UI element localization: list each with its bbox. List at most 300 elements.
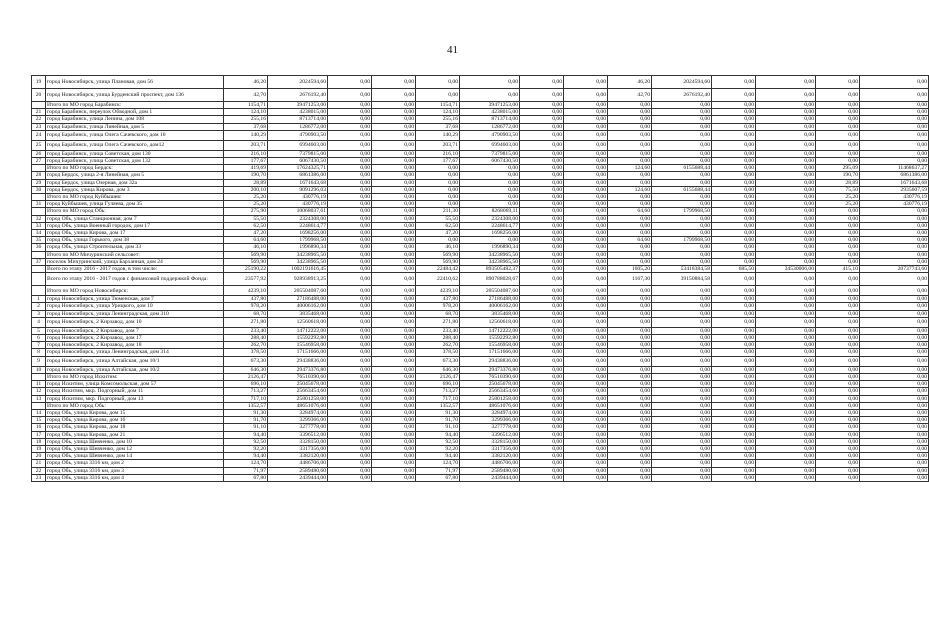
value-cell: 0,00: [328, 409, 372, 416]
value-cell: 0,00: [712, 230, 756, 237]
address-cell: город Барабинск, улица Советская, дом 132: [46, 158, 224, 165]
value-cell: 4238015,00: [268, 109, 328, 116]
value-cell: 0,00: [860, 373, 929, 380]
value-cell: 3317356,00: [460, 445, 520, 452]
table-row: [32, 273, 929, 286]
value-cell: 0,00: [712, 431, 756, 438]
value-cell: 0,00: [608, 172, 652, 179]
table-row: [32, 237, 929, 244]
value-cell: 0,00: [328, 356, 372, 366]
value-cell: 8268069,11: [460, 208, 520, 215]
value-cell: 91,30: [224, 409, 268, 416]
address-cell: город Искитим, улица Комсомольская, дом 57: [46, 381, 224, 388]
value-cell: 0,00: [520, 431, 564, 438]
table-row: [32, 251, 929, 258]
value-cell: 0,00: [816, 251, 860, 258]
value-cell: 0,00: [816, 230, 860, 237]
row-number-cell: 27: [32, 158, 46, 165]
address-cell: Итого по МО Мичуринский сельсовет:: [46, 251, 224, 258]
value-cell: 0,00: [416, 179, 460, 186]
value-cell: 124,10: [416, 109, 460, 116]
value-cell: 0,00: [712, 222, 756, 229]
value-cell: 673,30: [224, 356, 268, 366]
value-cell: 0,00: [520, 373, 564, 380]
value-cell: 0,00: [564, 296, 608, 303]
value-cell: 28,89: [224, 179, 268, 186]
value-cell: 646,30: [224, 366, 268, 373]
value-cell: 0,00: [460, 179, 520, 186]
address-cell: город Новосибирск, улица Бурденский проспект, дом 136: [46, 89, 224, 102]
value-cell: 0,00: [756, 251, 816, 258]
value-cell: 0,00: [712, 349, 756, 356]
value-cell: 12560618,00: [268, 317, 328, 327]
value-cell: 0,00: [860, 460, 929, 467]
value-cell: 0,00: [520, 165, 564, 172]
value-cell: 0,00: [520, 303, 564, 310]
value-cell: 4239,10: [224, 286, 268, 296]
value-cell: 0,00: [712, 474, 756, 481]
value-cell: 0,00: [816, 310, 860, 317]
value-cell: 0,00: [652, 179, 712, 186]
value-cell: 0,00: [564, 395, 608, 402]
value-cell: 8713714,00: [268, 116, 328, 123]
value-cell: 92,20: [416, 445, 460, 452]
value-cell: 0,00: [860, 130, 929, 140]
value-cell: 0,00: [372, 388, 416, 395]
table-row: [32, 109, 929, 116]
value-cell: 91,30: [416, 409, 460, 416]
value-cell: 3835468,00: [460, 310, 520, 317]
value-cell: 0,00: [756, 150, 816, 157]
value-cell: 25,20: [224, 201, 268, 208]
value-cell: 0,00: [860, 438, 929, 445]
value-cell: 255,16: [416, 116, 460, 123]
value-cell: 0,00: [564, 467, 608, 474]
address-cell: город Куйбышев, улица Гуляева, дом 35: [46, 201, 224, 208]
value-cell: 0,00: [756, 258, 816, 265]
value-cell: 0,00: [328, 273, 372, 286]
value-cell: 0,00: [652, 244, 712, 251]
value-cell: 34530006,00: [756, 266, 816, 273]
value-cell: 0,00: [712, 417, 756, 424]
value-cell: 3396512,00: [268, 431, 328, 438]
value-cell: 0,00: [860, 215, 929, 222]
address-cell: город Новосибирск, 2 Кирзавод, дом 17: [46, 335, 224, 342]
value-cell: 0,00: [564, 208, 608, 215]
value-cell: 0,00: [520, 230, 564, 237]
value-cell: 0,00: [712, 172, 756, 179]
value-cell: 0,00: [756, 89, 816, 102]
page-number: 41: [447, 44, 458, 56]
row-number-cell: 13: [32, 395, 46, 402]
value-cell: 0,00: [652, 417, 712, 424]
value-cell: 0,00: [816, 317, 860, 327]
value-cell: 0,00: [564, 356, 608, 366]
value-cell: 3835468,00: [268, 310, 328, 317]
address-cell: город Обь, улица Горького, дом 38: [46, 237, 224, 244]
value-cell: 10068037,61: [268, 208, 328, 215]
value-cell: 1605,20: [608, 266, 652, 273]
value-cell: 0,00: [564, 438, 608, 445]
address-cell: Итого по МО город Куйбышев:: [46, 194, 224, 201]
value-cell: 0,00: [608, 123, 652, 130]
value-cell: 2126,47: [416, 373, 460, 380]
value-cell: 0,00: [608, 130, 652, 140]
value-cell: 0,00: [372, 349, 416, 356]
value-cell: 0,00: [416, 89, 460, 102]
value-cell: 0,00: [756, 237, 816, 244]
value-cell: 0,00: [608, 296, 652, 303]
value-cell: 0,00: [652, 366, 712, 373]
value-cell: 0,00: [860, 237, 929, 244]
table-row: [32, 150, 929, 157]
value-cell: 271,80: [416, 317, 460, 327]
value-cell: 0,00: [652, 286, 712, 296]
value-cell: 419,69: [224, 165, 268, 172]
value-cell: 0,00: [372, 402, 416, 409]
value-cell: 0,00: [756, 409, 816, 416]
value-cell: 717,10: [224, 395, 268, 402]
value-cell: 0,00: [328, 266, 372, 273]
value-cell: 0,00: [816, 342, 860, 349]
value-cell: 91,10: [224, 424, 268, 431]
value-cell: 0,00: [372, 76, 416, 89]
value-cell: 0,00: [520, 251, 564, 258]
value-cell: 40006162,00: [460, 303, 520, 310]
value-cell: 0,00: [460, 76, 520, 89]
value-cell: 0,00: [608, 102, 652, 109]
value-cell: 0,00: [756, 424, 816, 431]
value-cell: 0,00: [608, 194, 652, 201]
value-cell: 0,00: [328, 230, 372, 237]
value-cell: 262,70: [224, 342, 268, 349]
value-cell: 75,50: [816, 186, 860, 193]
value-cell: 0,00: [860, 109, 929, 116]
value-cell: 0,00: [416, 186, 460, 193]
value-cell: 0,00: [520, 258, 564, 265]
value-cell: 0,00: [416, 172, 460, 179]
value-cell: 0,00: [328, 467, 372, 474]
row-number-cell: 29: [32, 179, 46, 186]
value-cell: 0,00: [520, 327, 564, 334]
address-cell: город Новосибирск, улица Ленинградская, дом 314: [46, 349, 224, 356]
address-cell: город Новосибирск, улица Ленинградская, дом 310: [46, 310, 224, 317]
value-cell: 0,00: [328, 342, 372, 349]
value-cell: 64,60: [608, 208, 652, 215]
value-cell: 0,00: [328, 194, 372, 201]
value-cell: 0,00: [328, 335, 372, 342]
table-row: [32, 445, 929, 452]
value-cell: 4239,10: [416, 286, 460, 296]
value-cell: 124,10: [224, 109, 268, 116]
value-cell: 0,00: [460, 186, 520, 193]
value-cell: 0,00: [564, 286, 608, 296]
value-cell: 0,00: [712, 89, 756, 102]
value-cell: 0,00: [608, 453, 652, 460]
row-number-cell: 20: [32, 89, 46, 102]
value-cell: 4790903,50: [460, 130, 520, 140]
value-cell: 0,00: [372, 179, 416, 186]
value-cell: 0,00: [416, 165, 460, 172]
value-cell: 255,16: [224, 116, 268, 123]
table-row: [32, 230, 929, 237]
row-number-cell: [32, 266, 46, 273]
value-cell: 0,00: [564, 303, 608, 310]
value-cell: 0,00: [520, 402, 564, 409]
value-cell: 6861386,00: [860, 172, 929, 179]
value-cell: 0,00: [712, 186, 756, 193]
value-cell: 0,00: [608, 366, 652, 373]
value-cell: 0,00: [712, 165, 756, 172]
value-cell: 0,00: [564, 258, 608, 265]
value-cell: 0,00: [860, 76, 929, 89]
value-cell: 34238965,50: [460, 251, 520, 258]
value-cell: 0,00: [328, 244, 372, 251]
value-cell: 0,00: [860, 445, 929, 452]
value-cell: 0,00: [564, 179, 608, 186]
value-cell: 25801258,00: [460, 395, 520, 402]
table-row: [32, 194, 929, 201]
row-number-cell: 22: [32, 116, 46, 123]
value-cell: 0,00: [756, 296, 816, 303]
value-cell: 3328150,00: [460, 438, 520, 445]
value-cell: 0,00: [756, 310, 816, 317]
value-cell: 0,00: [328, 310, 372, 317]
value-cell: 271,80: [224, 317, 268, 327]
value-cell: 91,70: [416, 417, 460, 424]
value-cell: 0,00: [652, 460, 712, 467]
value-cell: 0,00: [756, 431, 816, 438]
value-cell: 0,00: [652, 431, 712, 438]
value-cell: 0,00: [816, 356, 860, 366]
value-cell: 0,00: [860, 453, 929, 460]
value-cell: 673,30: [416, 356, 460, 366]
value-cell: 0,00: [328, 123, 372, 130]
value-cell: 0,00: [564, 140, 608, 150]
table-row: [32, 76, 929, 89]
row-number-cell: 23: [32, 123, 46, 130]
table-row: [32, 172, 929, 179]
value-cell: 0,00: [712, 395, 756, 402]
value-cell: 0,00: [328, 201, 372, 208]
value-cell: 0,00: [712, 409, 756, 416]
value-cell: 0,00: [372, 310, 416, 317]
value-cell: 3299366,00: [268, 417, 328, 424]
value-cell: 0,00: [372, 296, 416, 303]
value-cell: 0,00: [328, 140, 372, 150]
value-cell: 0,00: [712, 237, 756, 244]
value-cell: 0,00: [520, 244, 564, 251]
value-cell: 0,00: [520, 342, 564, 349]
value-cell: 0,00: [520, 467, 564, 474]
address-cell: город Обь, улица Кирова, дом 15: [46, 409, 224, 416]
value-cell: 0,00: [460, 237, 520, 244]
value-cell: 0,00: [756, 366, 816, 373]
table-row: [32, 186, 929, 193]
value-cell: 0,00: [520, 222, 564, 229]
value-cell: 0,00: [652, 215, 712, 222]
value-cell: 0,00: [816, 335, 860, 342]
value-cell: 0,00: [608, 201, 652, 208]
value-cell: 0,00: [564, 388, 608, 395]
value-cell: 0,00: [372, 230, 416, 237]
value-cell: 0,00: [652, 349, 712, 356]
value-cell: 2248614,77: [460, 222, 520, 229]
value-cell: 62,50: [416, 222, 460, 229]
value-cell: 0,00: [860, 467, 929, 474]
value-cell: 0,00: [372, 130, 416, 140]
value-cell: 0,00: [564, 102, 608, 109]
value-cell: 76510390,60: [460, 373, 520, 380]
value-cell: 0,00: [520, 201, 564, 208]
value-cell: 0,00: [564, 349, 608, 356]
value-cell: 0,00: [328, 286, 372, 296]
value-cell: 0,00: [328, 381, 372, 388]
value-cell: 0,00: [608, 303, 652, 310]
row-number-cell: 19: [32, 76, 46, 89]
value-cell: 39150884,58: [652, 273, 712, 286]
row-number-cell: 31: [32, 201, 46, 208]
value-cell: 0,00: [652, 258, 712, 265]
value-cell: 0,00: [756, 76, 816, 89]
value-cell: 0,00: [860, 258, 929, 265]
value-cell: 0,00: [608, 317, 652, 327]
value-cell: 0,00: [712, 251, 756, 258]
value-cell: 190,70: [816, 172, 860, 179]
address-cell: город Новосибирск, улица Алтайская, дом 10/1: [46, 356, 224, 366]
value-cell: 71,97: [224, 467, 268, 474]
value-cell: 0,00: [652, 140, 712, 150]
value-cell: 0,00: [372, 140, 416, 150]
value-cell: 0,00: [860, 230, 929, 237]
value-cell: 46,10: [416, 244, 460, 251]
value-cell: 0,00: [860, 123, 929, 130]
value-cell: 7379815,00: [460, 150, 520, 157]
value-cell: 0,00: [860, 417, 929, 424]
value-cell: 0,00: [520, 417, 564, 424]
value-cell: 0,00: [756, 453, 816, 460]
value-cell: 0,00: [608, 327, 652, 334]
address-cell: город Новосибирск, улица Урицкого, дом 10: [46, 303, 224, 310]
value-cell: 0,00: [520, 266, 564, 273]
value-cell: 0,00: [608, 310, 652, 317]
value-cell: 0,00: [372, 431, 416, 438]
value-cell: 0,00: [372, 317, 416, 327]
value-cell: 1167,30: [608, 273, 652, 286]
value-cell: 0,00: [608, 356, 652, 366]
value-cell: 2439444,00: [460, 474, 520, 481]
row-number-cell: 4: [32, 317, 46, 327]
value-cell: 0,00: [328, 102, 372, 109]
row-number-cell: [32, 373, 46, 380]
value-cell: 0,00: [372, 208, 416, 215]
value-cell: 0,00: [756, 102, 816, 109]
value-cell: 0,00: [564, 266, 608, 273]
value-cell: 25190,22: [224, 266, 268, 273]
table-row: [32, 474, 929, 481]
value-cell: 42,70: [608, 89, 652, 102]
value-cell: 0,00: [712, 381, 756, 388]
value-cell: 0,00: [816, 388, 860, 395]
value-cell: 0,00: [372, 158, 416, 165]
value-cell: 1799968,50: [652, 237, 712, 244]
value-cell: 0,00: [460, 89, 520, 102]
value-cell: 0,00: [564, 342, 608, 349]
value-cell: 0,00: [520, 208, 564, 215]
value-cell: 124,60: [608, 186, 652, 193]
value-cell: 0,00: [608, 445, 652, 452]
value-cell: 177,67: [416, 158, 460, 165]
value-cell: 0,00: [712, 310, 756, 317]
address-cell: город Новосибирск, 2 Кирзавод, дом 7: [46, 327, 224, 334]
value-cell: 0,00: [860, 222, 929, 229]
value-cell: 0,00: [520, 150, 564, 157]
value-cell: 0,00: [328, 445, 372, 452]
value-cell: 15546958,00: [268, 342, 328, 349]
value-cell: 0,00: [652, 373, 712, 380]
value-cell: 0,00: [860, 303, 929, 310]
value-cell: 216,10: [224, 150, 268, 157]
value-cell: 0,00: [712, 335, 756, 342]
value-cell: 0,00: [520, 158, 564, 165]
value-cell: 0,00: [756, 215, 816, 222]
value-cell: 0,00: [652, 381, 712, 388]
value-cell: 0,00: [816, 208, 860, 215]
value-cell: 0,00: [816, 373, 860, 380]
value-cell: 0,00: [816, 116, 860, 123]
table-row: [32, 349, 929, 356]
row-number-cell: 26: [32, 150, 46, 157]
value-cell: 0,00: [712, 158, 756, 165]
value-cell: 11468637,27: [860, 165, 929, 172]
value-cell: 0,00: [564, 474, 608, 481]
value-cell: 200,10: [224, 186, 268, 193]
value-cell: 2126,47: [224, 373, 268, 380]
value-cell: 22410,62: [416, 273, 460, 286]
value-cell: 0,00: [372, 286, 416, 296]
value-cell: 0,00: [712, 356, 756, 366]
value-cell: 124,60: [608, 165, 652, 172]
value-cell: 0,00: [608, 349, 652, 356]
value-cell: 0,00: [564, 417, 608, 424]
value-cell: 0,00: [652, 409, 712, 416]
value-cell: 0,00: [756, 194, 816, 201]
value-cell: 0,00: [860, 431, 929, 438]
value-cell: 295,09: [816, 165, 860, 172]
value-cell: 0,00: [756, 395, 816, 402]
value-cell: 890788028,67: [460, 273, 520, 286]
value-cell: 0,00: [860, 251, 929, 258]
address-cell: город Новосибирск, улица Тюменская, дом 7: [46, 296, 224, 303]
table-row: [32, 201, 929, 208]
value-cell: 0,00: [608, 215, 652, 222]
value-cell: 92,50: [416, 438, 460, 445]
value-cell: 0,00: [652, 395, 712, 402]
address-cell: город Барабинск, улица Советская, дом 130: [46, 150, 224, 157]
row-number-cell: 14: [32, 409, 46, 416]
value-cell: 0,00: [860, 409, 929, 416]
value-cell: 0,00: [652, 102, 712, 109]
value-cell: 6067430,50: [268, 158, 328, 165]
value-cell: 0,00: [712, 194, 756, 201]
value-cell: 47,20: [416, 230, 460, 237]
value-cell: 0,00: [372, 409, 416, 416]
value-cell: 0,00: [652, 251, 712, 258]
value-cell: 0,00: [712, 438, 756, 445]
table-row: [32, 335, 929, 342]
value-cell: 0,00: [372, 445, 416, 452]
value-cell: 1671643,68: [268, 179, 328, 186]
